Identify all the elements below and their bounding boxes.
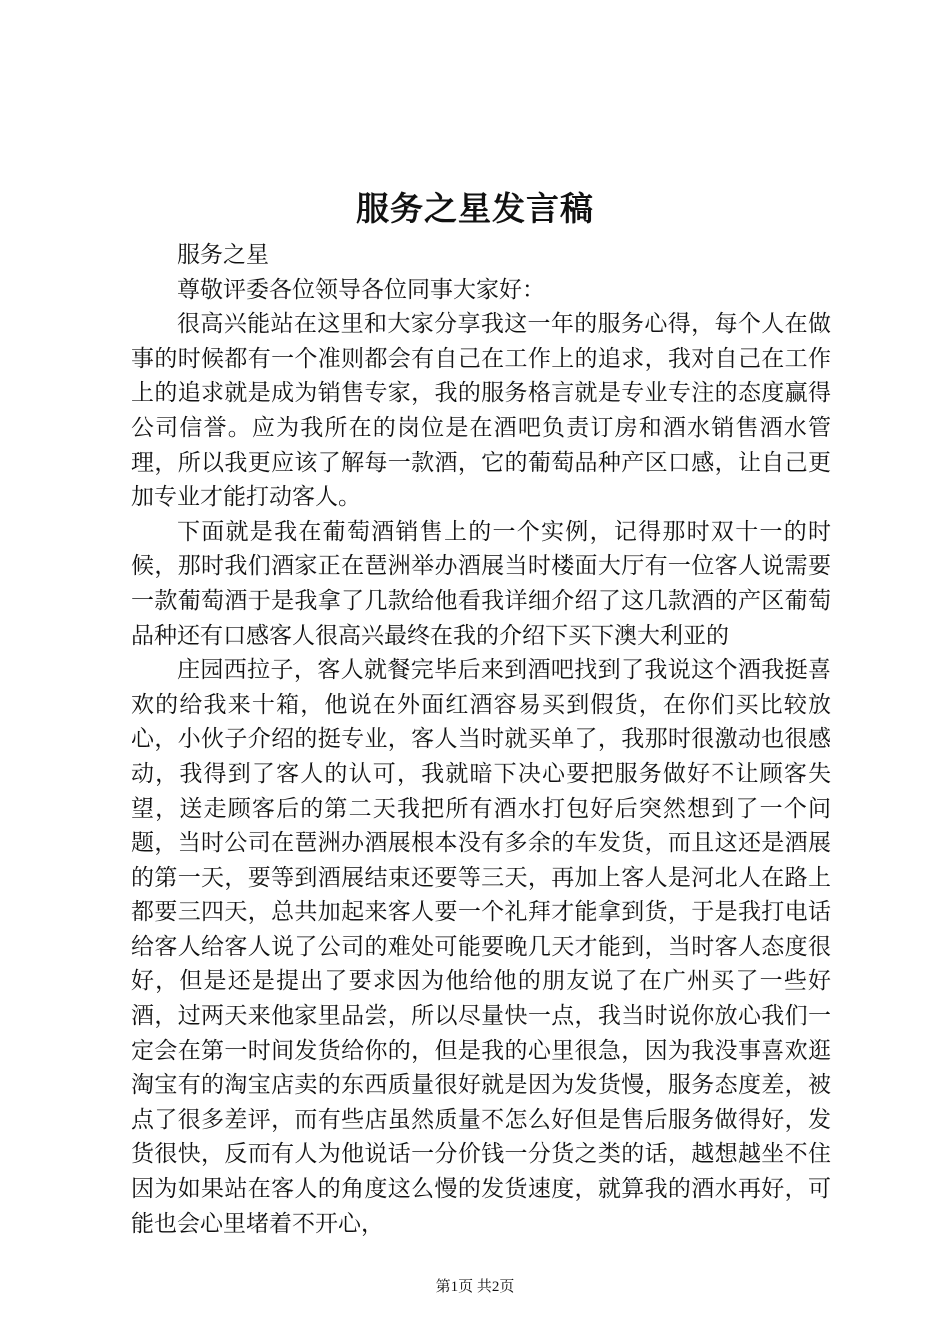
document-body <box>131 238 831 1241</box>
page-footer: 第1页 共2页 <box>435 1279 515 1295</box>
document-title: 服务之星发言稿 <box>356 189 594 228</box>
paragraph: 下面就是我在葡萄酒销售上的一个实例，记得那时双十一的时候，那时我们酒家正在琶洲举办酒展当时楼面大厅有一位客人说需要一款葡萄酒于是我拿了几款给他看我详细介绍了这几款酒的产区葡萄品种还有口感客人很高兴最终在我的介绍下买下澳大利亚的 <box>131 518 831 649</box>
paragraph: 庄园西拉子，客人就餐完毕后来到酒吧找到了我说这个酒我挺喜欢的给我来十箱，他说在外面红酒容易买到假货，在你们买比较放心，小伙子介绍的挺专业，客人当时就买单了，我那时很激动也很感动，我得到了客人的认可，我就暗下决心要把服务做好不让顾客失望，送走顾客后的第二天我把所有酒水打包好后突然想到了一个问题，当时公司在琶洲办酒展根本没有多余的车发货，而且这还是酒展的第一天，要等到酒展结束还要等三天，再加上客人是河北人在路上都要三四天，总共加起来客人要一个礼拜才能拿到货，于是我打电话给客人给客人说了公司的难处可能要晚几天才能到，当时客人态度很好，但是还是提出了要求因为他给他的朋友说了在广州买了一些好酒，过两天来他家里品尝，所以尽量快一点，我当时说你放心我们一定会在第一时间发货给你的，但是我的心里很急，因为我没事喜欢逛淘宝有的淘宝店卖的东西质量很好就是因为发货慢，服务态度差，被点了很多差评，而有些店虽然质量不怎么好但是售后服务做得好，发货很快，反而有人为他说话一分价钱一分货之类的话，越想越坐不住因为如果站在客人的角度这么慢的发货速度，就算我的酒水再好，可能也会心里堵着不开心， <box>131 657 831 1237</box>
paragraph: 很高兴能站在这里和大家分享我这一年的服务心得，每个人在做事的时候都有一个准则都会有自己在工作上的追求，我对自己在工作上的追求就是成为销售专家，我的服务格言就是专业专注的态度赢得公司信誉。应为我所在的岗位是在酒吧负责订房和酒水销售酒水管理，所以我更应该了解每一款酒，它的葡萄品种产区口感，让自己更加专业才能打动客人。 <box>131 311 831 511</box>
paragraph-subtitle: 服务之星 <box>177 242 269 268</box>
paragraph-greeting: 尊敬评委各位领导各位同事大家好： <box>177 276 545 303</box>
